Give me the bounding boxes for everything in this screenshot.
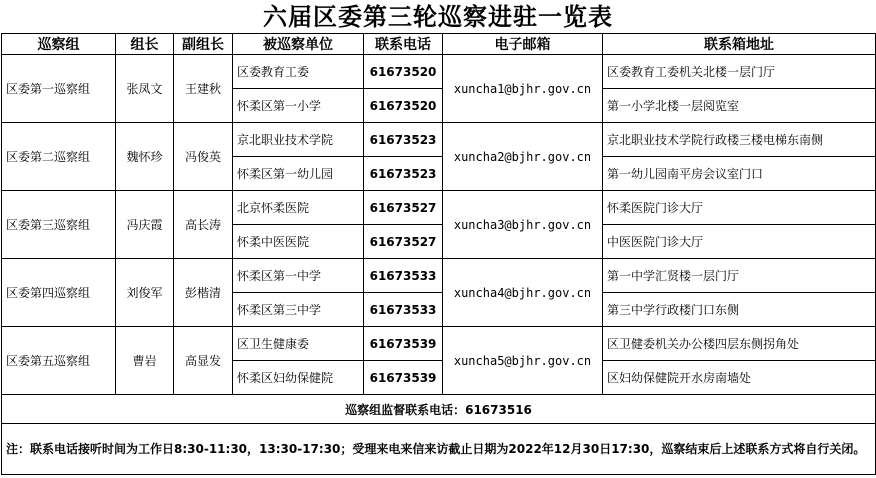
unit-name: 怀柔区第一小学 xyxy=(233,89,364,123)
group-deputy: 高长涛 xyxy=(174,191,233,259)
phone-number: 61673520 xyxy=(364,55,443,89)
phone-number: 61673527 xyxy=(364,191,443,225)
group-name: 区委第三巡察组 xyxy=(2,191,116,259)
header-deputy: 副组长 xyxy=(174,34,233,55)
group-leader: 曹岩 xyxy=(116,327,174,395)
group-deputy: 高显发 xyxy=(174,327,233,395)
phone-number: 61673539 xyxy=(364,361,443,395)
table-row xyxy=(2,327,876,361)
phone-number: 61673527 xyxy=(364,225,443,259)
group-leader: 刘俊军 xyxy=(116,259,174,327)
unit-name: 怀柔区第一中学 xyxy=(233,259,364,293)
unit-name: 北京怀柔医院 xyxy=(233,191,364,225)
unit-name: 怀柔区第三中学 xyxy=(233,293,364,327)
email-address: xuncha4@bjhr.gov.cn xyxy=(443,259,603,327)
table-row xyxy=(2,191,876,225)
unit-name: 京北职业技术学院 xyxy=(233,123,364,157)
inspection-table xyxy=(1,33,876,475)
unit-name: 怀柔区妇幼保健院 xyxy=(233,361,364,395)
email-address: xuncha2@bjhr.gov.cn xyxy=(443,123,603,191)
group-leader: 魏怀珍 xyxy=(116,123,174,191)
page-title: 六届区委第三轮巡察进驻一览表 xyxy=(263,2,613,31)
summary-row xyxy=(2,395,876,424)
mailbox-address: 区卫健委机关办公楼四层东侧拐角处 xyxy=(603,327,876,361)
email-address: xuncha3@bjhr.gov.cn xyxy=(443,191,603,259)
table-row xyxy=(2,55,876,89)
email-address: xuncha1@bjhr.gov.cn xyxy=(443,55,603,123)
group-leader: 张凤文 xyxy=(116,55,174,123)
mailbox-address: 第一幼儿园南平房会议室门口 xyxy=(603,157,876,191)
phone-number: 61673533 xyxy=(364,293,443,327)
mailbox-address: 怀柔医院门诊大厅 xyxy=(603,191,876,225)
unit-name: 区委教育工委 xyxy=(233,55,364,89)
phone-number: 61673533 xyxy=(364,259,443,293)
phone-number: 61673523 xyxy=(364,123,443,157)
mailbox-address: 区妇幼保健院开水房南墙处 xyxy=(603,361,876,395)
group-deputy: 彭楷清 xyxy=(174,259,233,327)
phone-number: 61673539 xyxy=(364,327,443,361)
unit-name: 区卫生健康委 xyxy=(233,327,364,361)
header-group: 巡察组 xyxy=(2,34,116,55)
mailbox-address: 京北职业技术学院行政楼三楼电梯东南侧 xyxy=(603,123,876,157)
mailbox-address: 第一小学北楼一层阅览室 xyxy=(603,89,876,123)
unit-name: 怀柔中医医院 xyxy=(233,225,364,259)
header-email: 电子邮箱 xyxy=(443,34,603,55)
header-unit: 被巡察单位 xyxy=(233,34,364,55)
supervision-phone: 巡察组监督联系电话：61673516 xyxy=(2,395,876,424)
group-name: 区委第五巡察组 xyxy=(2,327,116,395)
group-leader: 冯庆霞 xyxy=(116,191,174,259)
mailbox-address: 第一中学汇贤楼一层门厅 xyxy=(603,259,876,293)
phone-number: 61673520 xyxy=(364,89,443,123)
header-row xyxy=(2,34,876,55)
mailbox-address: 中医医院门诊大厅 xyxy=(603,225,876,259)
header-address: 联系箱地址 xyxy=(603,34,876,55)
note-row xyxy=(2,424,876,475)
group-name: 区委第一巡察组 xyxy=(2,55,116,123)
header-leader: 组长 xyxy=(116,34,174,55)
unit-name: 怀柔区第一幼儿园 xyxy=(233,157,364,191)
email-address: xuncha5@bjhr.gov.cn xyxy=(443,327,603,395)
group-name: 区委第四巡察组 xyxy=(2,259,116,327)
mailbox-address: 第三中学行政楼门口东侧 xyxy=(603,293,876,327)
header-phone: 联系电话 xyxy=(364,34,443,55)
table-row xyxy=(2,259,876,293)
group-name: 区委第二巡察组 xyxy=(2,123,116,191)
phone-number: 61673523 xyxy=(364,157,443,191)
table-row xyxy=(2,123,876,157)
mailbox-address: 区委教育工委机关北楼一层门厅 xyxy=(603,55,876,89)
group-deputy: 冯俊英 xyxy=(174,123,233,191)
footnote: 注：联系电话接听时间为工作日8:30-11:30，13:30-17:30；受理来电来信来访截止日期为2022年12月30日17:30，巡察结束后上述联系方式将自行关闭。 xyxy=(2,424,876,475)
group-deputy: 王建秋 xyxy=(174,55,233,123)
